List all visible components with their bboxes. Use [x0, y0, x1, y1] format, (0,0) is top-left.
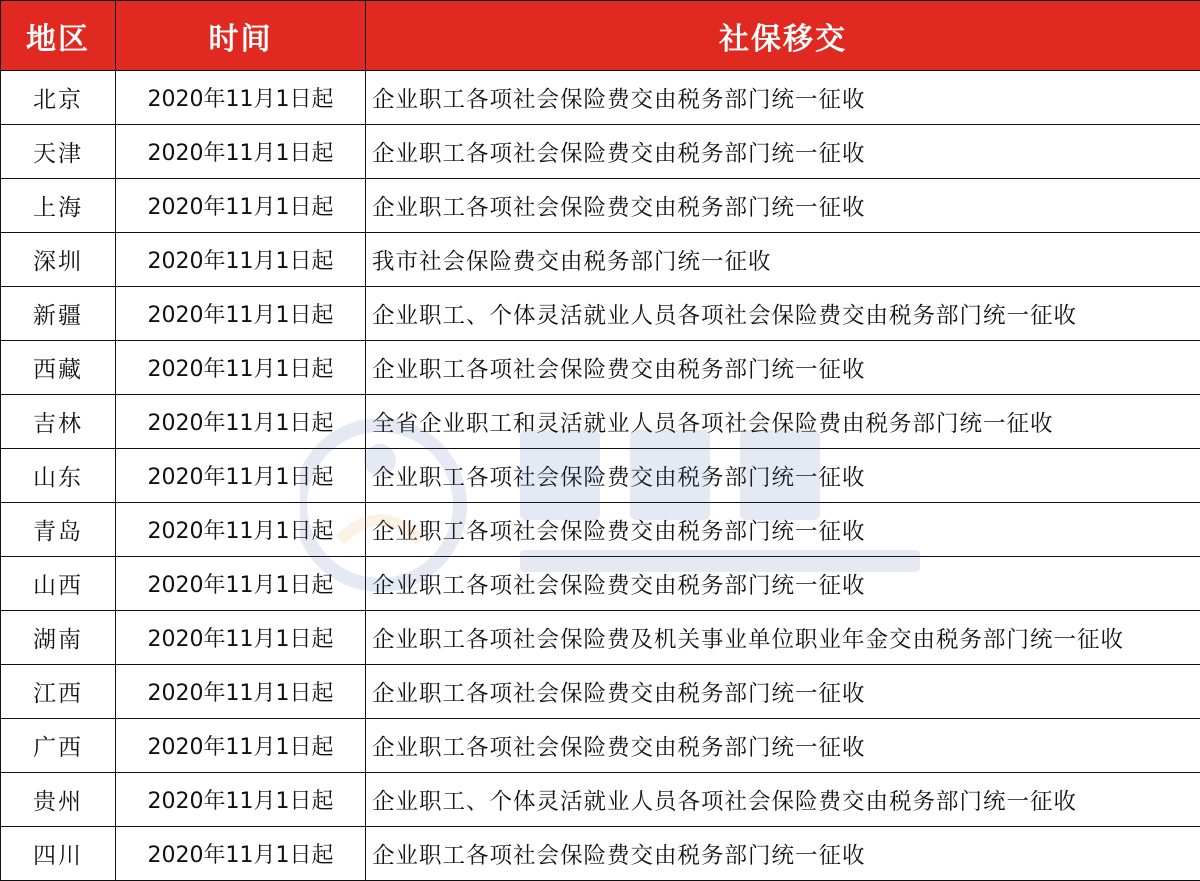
cell-time: 2020年11月1日起	[116, 179, 366, 233]
table-row	[1, 611, 1200, 665]
cell-time: 2020年11月1日起	[116, 611, 366, 665]
header-transfer: 社保移交	[366, 1, 1200, 71]
cell-region: 新疆	[1, 287, 116, 341]
cell-description: 企业职工各项社会保险费交由税务部门统一征收	[366, 503, 1200, 557]
table-row	[1, 179, 1200, 233]
cell-time: 2020年11月1日起	[116, 557, 366, 611]
cell-description: 全省企业职工和灵活就业人员各项社会保险费由税务部门统一征收	[366, 395, 1200, 449]
cell-time: 2020年11月1日起	[116, 503, 366, 557]
header-time: 时间	[116, 1, 366, 71]
cell-region: 江西	[1, 665, 116, 719]
table-row	[1, 827, 1200, 881]
cell-description: 企业职工各项社会保险费交由税务部门统一征收	[366, 449, 1200, 503]
cell-region: 广西	[1, 719, 116, 773]
cell-region: 吉林	[1, 395, 116, 449]
cell-time: 2020年11月1日起	[116, 665, 366, 719]
cell-description: 企业职工各项社会保险费交由税务部门统一征收	[366, 719, 1200, 773]
cell-description: 企业职工、个体灵活就业人员各项社会保险费交由税务部门统一征收	[366, 773, 1200, 827]
table-row	[1, 71, 1200, 125]
cell-description: 企业职工各项社会保险费交由税务部门统一征收	[366, 71, 1200, 125]
table-row	[1, 341, 1200, 395]
table-row	[1, 719, 1200, 773]
cell-region: 深圳	[1, 233, 116, 287]
table-row	[1, 449, 1200, 503]
cell-description: 企业职工各项社会保险费交由税务部门统一征收	[366, 125, 1200, 179]
cell-time: 2020年11月1日起	[116, 827, 366, 881]
cell-region: 四川	[1, 827, 116, 881]
cell-region: 西藏	[1, 341, 116, 395]
cell-description: 企业职工各项社会保险费交由税务部门统一征收	[366, 827, 1200, 881]
cell-region: 贵州	[1, 773, 116, 827]
cell-time: 2020年11月1日起	[116, 719, 366, 773]
cell-time: 2020年11月1日起	[116, 773, 366, 827]
cell-time: 2020年11月1日起	[116, 71, 366, 125]
table-row	[1, 125, 1200, 179]
cell-time: 2020年11月1日起	[116, 233, 366, 287]
cell-time: 2020年11月1日起	[116, 449, 366, 503]
cell-description: 企业职工各项社会保险费交由税务部门统一征收	[366, 179, 1200, 233]
table-row	[1, 233, 1200, 287]
cell-region: 天津	[1, 125, 116, 179]
cell-time: 2020年11月1日起	[116, 395, 366, 449]
cell-description: 企业职工各项社会保险费及机关事业单位职业年金交由税务部门统一征收	[366, 611, 1200, 665]
table-header-row	[1, 1, 1200, 71]
table-row	[1, 287, 1200, 341]
cell-time: 2020年11月1日起	[116, 287, 366, 341]
header-region: 地区	[1, 1, 116, 71]
cell-time: 2020年11月1日起	[116, 341, 366, 395]
table-row	[1, 665, 1200, 719]
cell-region: 青岛	[1, 503, 116, 557]
cell-region: 上海	[1, 179, 116, 233]
cell-description: 我市社会保险费交由税务部门统一征收	[366, 233, 1200, 287]
cell-description: 企业职工各项社会保险费交由税务部门统一征收	[366, 341, 1200, 395]
cell-description: 企业职工各项社会保险费交由税务部门统一征收	[366, 665, 1200, 719]
table-row	[1, 773, 1200, 827]
table-row	[1, 395, 1200, 449]
cell-region: 湖南	[1, 611, 116, 665]
cell-region: 山东	[1, 449, 116, 503]
cell-region: 山西	[1, 557, 116, 611]
table-row	[1, 557, 1200, 611]
cell-description: 企业职工、个体灵活就业人员各项社会保险费交由税务部门统一征收	[366, 287, 1200, 341]
cell-description: 企业职工各项社会保险费交由税务部门统一征收	[366, 557, 1200, 611]
cell-time: 2020年11月1日起	[116, 125, 366, 179]
cell-region: 北京	[1, 71, 116, 125]
table-row	[1, 503, 1200, 557]
